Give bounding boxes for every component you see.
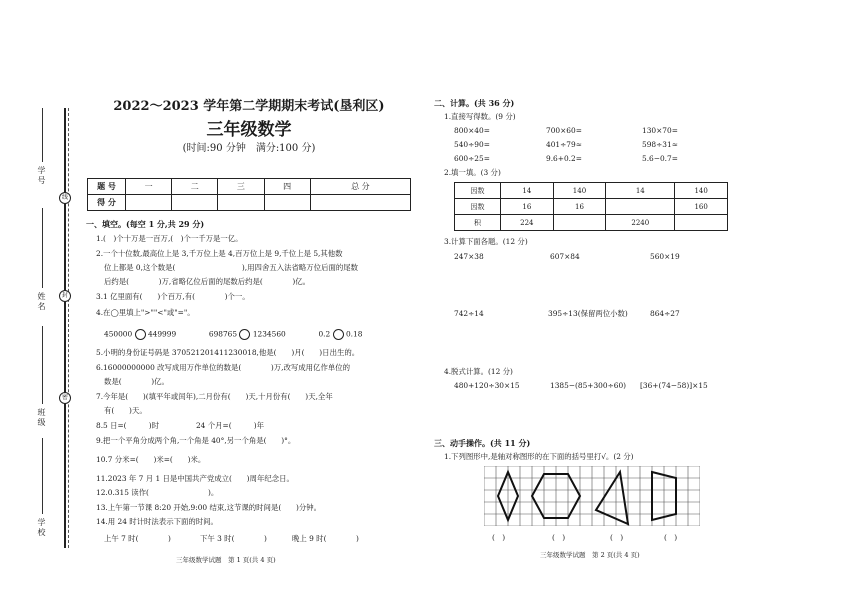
margin-fill-line <box>42 326 43 404</box>
fill-cell[interactable] <box>553 215 606 231</box>
compare-circle[interactable] <box>239 329 250 340</box>
calc-3-heading: 3.计算下面各题。(12 分) <box>444 237 528 246</box>
exam-meta: (时间:90 分钟 满分:100 分) <box>182 143 316 154</box>
section-3-heading: 三、动手操作。(共 11 分) <box>434 438 531 448</box>
question-14-answer-1: 上午 7 时( ) <box>104 534 171 543</box>
binding-knot-3: 密 <box>59 392 71 404</box>
fill-cell: 14 <box>501 183 554 199</box>
mental-calc-item: 600÷25= <box>454 154 490 163</box>
compare-value: 1234560 <box>252 329 286 339</box>
vertical-calc-item: 560×19 <box>650 252 680 261</box>
fill-cell: 224 <box>501 215 554 231</box>
question-14-answer-3: 晚上 9 时( ) <box>292 534 359 543</box>
operation-1-heading: 1.下列图形中,是轴对称图形的在下面的括号里打√。(2 分) <box>444 452 634 461</box>
score-blank[interactable] <box>172 195 218 211</box>
compare-value: 698765 <box>208 329 238 339</box>
binding-solid-line <box>64 108 66 548</box>
compare-value: 0.2 <box>318 329 331 339</box>
question-6-line-2: 数是( )亿。 <box>104 377 169 386</box>
calc-4-heading: 4.脱式计算。(12 分) <box>444 367 513 376</box>
question-9: 9.把一个平角分成两个角,一个角是 40°,另一个角是( )°。 <box>96 436 296 445</box>
page-2-footer: 三年级数学试题 第 2 页(共 4 页) <box>540 551 640 559</box>
question-5: 5.小明的身份证号码是 370521201411230018,他是( )月( )日出生的。 <box>96 348 360 357</box>
mental-calc-item: 5.6−0.7= <box>642 154 678 163</box>
score-blank[interactable] <box>310 195 410 211</box>
question-7-line-2: 有( )天。 <box>104 406 147 415</box>
mental-calc-item: 540÷90= <box>454 140 490 149</box>
compare-circle[interactable] <box>135 329 146 340</box>
score-blank[interactable] <box>264 195 310 211</box>
fill-cell: 14 <box>606 183 675 199</box>
stepwise-calc-item: 1385−(85+300÷60) <box>550 381 627 390</box>
vertical-calc-item: 864÷27 <box>650 309 680 318</box>
fill-cell: 16 <box>553 199 606 215</box>
fill-cell[interactable] <box>606 199 675 215</box>
question-6-line-1: 6.16000000000 改写成用万作单位的数是( )万,改写成用亿作单位的 <box>96 363 351 372</box>
calc-1-heading: 1.直接写得数。(9 分) <box>444 112 516 121</box>
score-blank[interactable] <box>126 195 172 211</box>
question-12: 12.0.315 读作( )。 <box>96 488 219 497</box>
compare-value: 450000 <box>104 329 133 339</box>
binding-margin <box>28 108 88 548</box>
question-7-line-1: 7.今年是( )(填平年或闰年),二月份有( )天,十月份有( )天,全年 <box>96 392 333 401</box>
margin-label-name: 姓名 <box>37 292 46 312</box>
binding-knot-2: 封 <box>59 290 71 302</box>
score-cell: 总 分 <box>310 179 410 195</box>
compare-row <box>104 329 362 340</box>
stepwise-calc-item: 480+120÷30×15 <box>454 381 520 390</box>
score-blank[interactable] <box>218 195 264 211</box>
vertical-calc-item: 742÷14 <box>454 309 484 318</box>
mental-calc-item: 800×40= <box>454 126 490 135</box>
margin-fill-line <box>42 438 43 514</box>
score-cell: 一 <box>126 179 172 195</box>
answer-bracket[interactable]: ( ) <box>552 533 566 542</box>
binding-knot-1: 线 <box>59 192 71 204</box>
question-3: 3.1 亿里面有( )个百万,有( )个一。 <box>96 292 250 301</box>
fill-table <box>454 182 728 231</box>
question-10: 10.7 分米=( )米=( )米。 <box>96 455 206 464</box>
question-2-line-3: 后约是( )万,省略亿位后面的尾数后约是( )亿。 <box>104 277 311 286</box>
answer-bracket[interactable]: ( ) <box>610 533 624 542</box>
stepwise-calc-item: [36+(74−58)]×15 <box>640 381 708 390</box>
fill-cell: 因数 <box>455 183 501 199</box>
section-1-heading: 一、填空。(每空 1 分,共 29 分) <box>86 219 205 229</box>
section-2-heading: 二、计算。(共 36 分) <box>434 98 515 108</box>
question-13: 13.上午第一节课 8:20 开始,9:00 结束,这节课的时间是( )分钟。 <box>96 503 322 512</box>
fill-cell: 16 <box>501 199 554 215</box>
fill-cell: 因数 <box>455 199 501 215</box>
question-4: 4.在◯里填上">""<"或"="。 <box>96 308 195 317</box>
mental-calc-item: 401÷79≈ <box>546 140 582 149</box>
margin-label-student-id: 学号 <box>37 166 46 186</box>
compare-value: 0.18 <box>345 329 363 339</box>
margin-label-school: 学校 <box>37 518 46 538</box>
vertical-calc-item: 607×84 <box>550 252 580 261</box>
score-cell: 四 <box>264 179 310 195</box>
fill-cell: 140 <box>553 183 606 199</box>
mental-calc-item: 700×60= <box>546 126 582 135</box>
margin-label-class: 班级 <box>37 408 46 428</box>
question-1: 1.( )个十万是一百万,( )个一千万是一亿。 <box>96 234 243 243</box>
answer-bracket[interactable]: ( ) <box>664 533 678 542</box>
mental-calc-item: 130×70= <box>642 126 678 135</box>
fill-cell[interactable] <box>675 215 728 231</box>
compare-value: 449999 <box>147 329 177 339</box>
fill-cell: 积 <box>455 215 501 231</box>
calc-2-heading: 2.填一填。(3 分) <box>444 168 501 177</box>
fill-table-row <box>455 183 728 199</box>
compare-circle[interactable] <box>333 329 344 340</box>
shape-triangle <box>596 472 628 524</box>
mental-calc-item: 9.6+0.2= <box>546 154 582 163</box>
score-table-score-row <box>88 195 411 211</box>
fill-cell: 2240 <box>606 215 675 231</box>
exam-title: 2022～2023 学年第二学期期末考试(垦利区) <box>113 99 385 114</box>
margin-fill-line <box>42 108 43 162</box>
fill-cell: 140 <box>675 183 728 199</box>
score-cell: 三 <box>218 179 264 195</box>
question-11: 11.2023 年 7 月 1 日是中国共产党成立( )周年纪念日。 <box>96 474 294 483</box>
score-table <box>87 178 411 211</box>
fill-table-row <box>455 199 728 215</box>
shape-grid <box>484 466 700 526</box>
page-1-footer: 三年级数学试题 第 1 页(共 4 页) <box>176 556 276 564</box>
question-2-line-2: 位上都是 0,这个数是( ),用四舍五入法省略万位后面的尾数 <box>104 263 359 272</box>
question-2-line-1: 2.一个十位数,最高位上是 3,千万位上是 4,百万位上是 9,千位上是 5,其他数 <box>96 249 343 258</box>
question-14: 14.用 24 时计时法表示下面的时间。 <box>96 517 218 526</box>
binding-dashed-line <box>68 108 69 548</box>
score-cell: 题 号 <box>88 179 126 195</box>
vertical-calc-item: 395÷13(保留两位小数) <box>548 309 628 318</box>
answer-bracket[interactable]: ( ) <box>492 533 506 542</box>
margin-fill-line <box>42 208 43 288</box>
exam-subject: 三年级数学 <box>206 120 292 140</box>
question-8: 8.5 日=( )时 24 个月=( )年 <box>96 421 265 430</box>
vertical-calc-item: 247×38 <box>454 252 484 261</box>
score-table-header-row <box>88 179 411 195</box>
fill-cell: 160 <box>675 199 728 215</box>
question-14-answer-2: 下午 3 时( ) <box>200 534 267 543</box>
score-cell: 二 <box>172 179 218 195</box>
score-row-label: 得 分 <box>88 195 126 211</box>
fill-table-row <box>455 215 728 231</box>
mental-calc-item: 598÷31≈ <box>642 140 678 149</box>
